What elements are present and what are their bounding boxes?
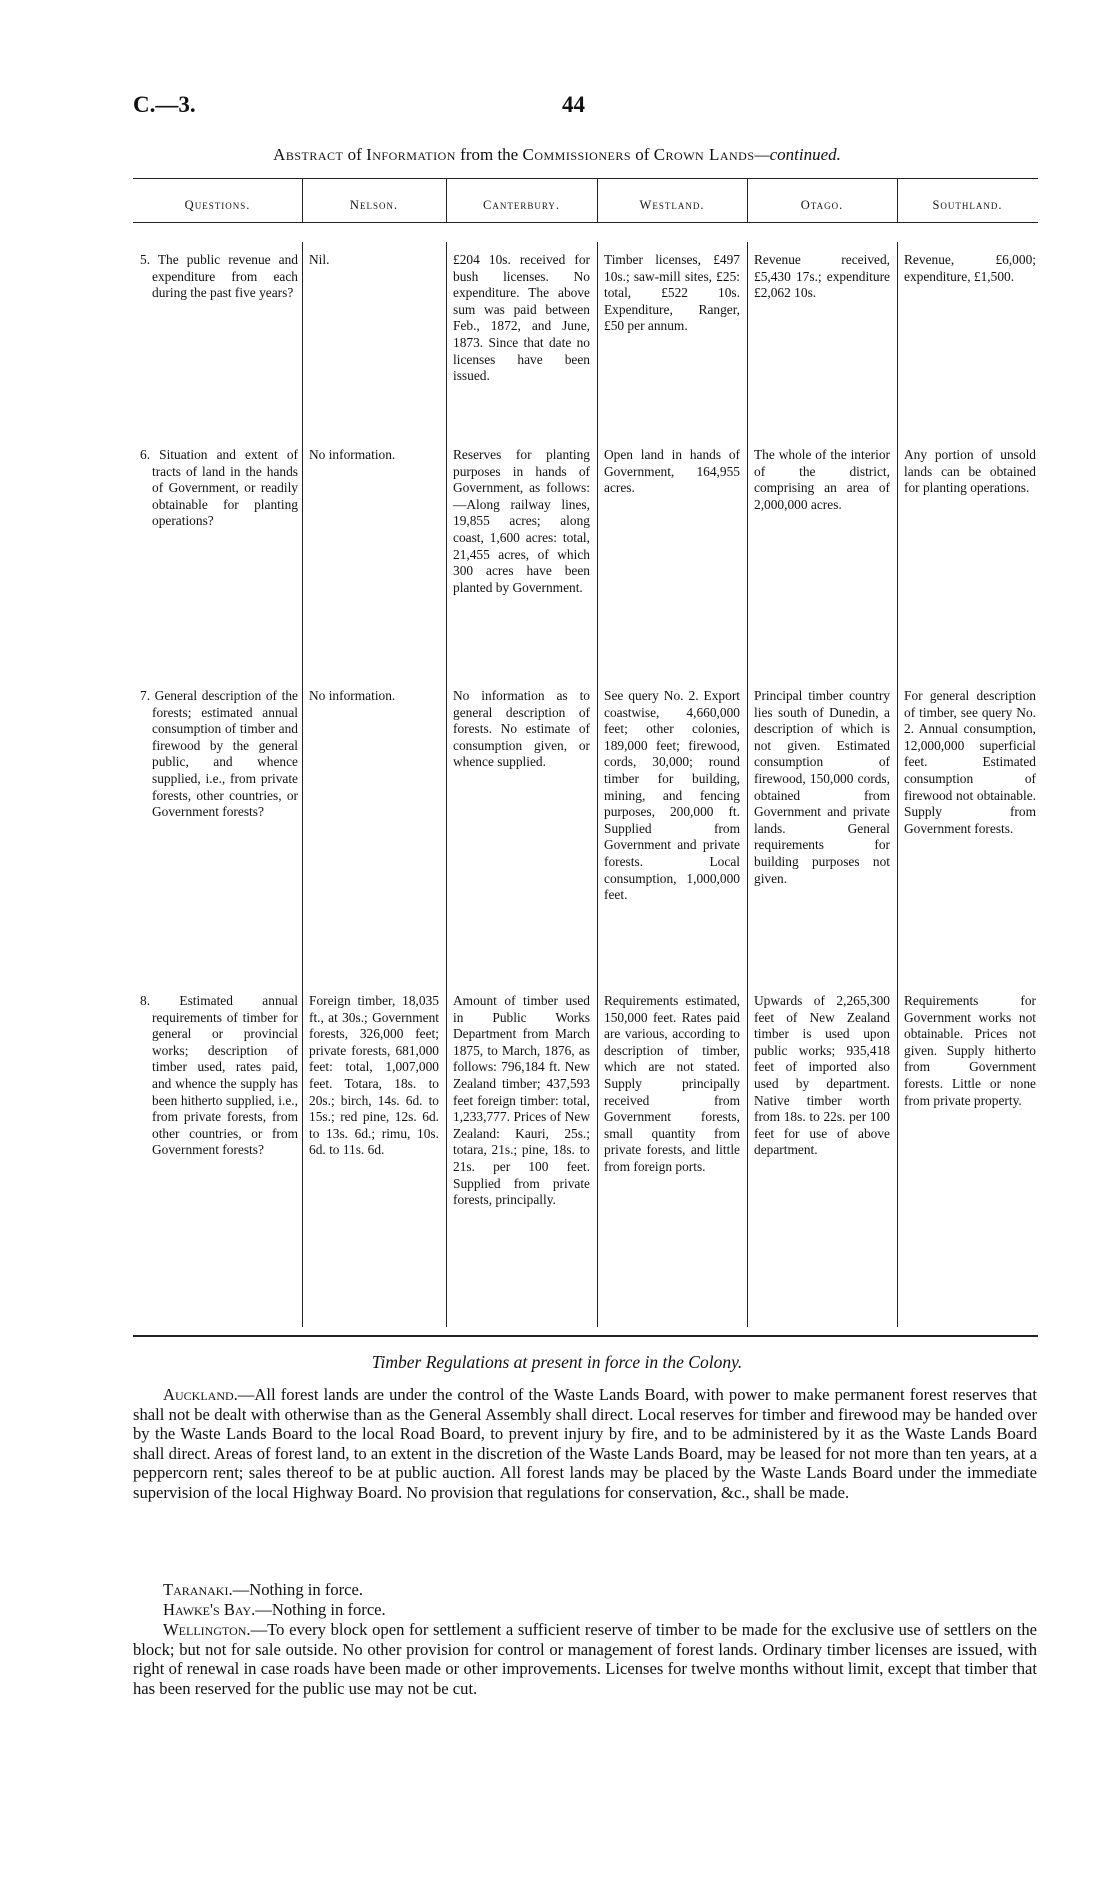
table-cell-otago: Revenue received, £5,430 17s.; expenditure £2,062 10s. (754, 252, 890, 301)
column-divider (897, 242, 898, 1327)
header-ref: C.—3. (133, 92, 196, 117)
paragraph-taranaki (133, 1580, 1037, 1600)
table-cell-canterbury: Amount of timber used in Public Works Department from March 1875, to March, 1876, as follows: 796,184 ft. New Zealand timber; 437,593 feet foreign timber: total, 1,233,777. Prices of New Zealand: Kauri, 25s.; totara, 21s.; pine, 18s. to 21s. per 100 feet. Supplied from private forests, principally. (453, 993, 590, 1208)
table-cell-southland: Any portion of unsold lands can be obtained for planting operations. (904, 447, 1036, 496)
table-cell-question: 5. The public revenue and expenditure from each during the past five years? (140, 252, 298, 301)
table-cell-southland: Revenue, £6,000; expenditure, £1,500. (904, 252, 1036, 284)
paragraph-heading: Taranaki. (163, 1580, 233, 1599)
title-from-the: from the (460, 145, 519, 164)
table-cell-nelson: No information. (309, 447, 396, 462)
table-cell-southland: For general description of timber, see query No. 2. Annual consumption, 12,000,000 superficial feet. Estimated consumption of firewood not obtainable. Supply from Government forests. (904, 688, 1036, 836)
column-divider (302, 242, 303, 1327)
column-header-canterbury: Canterbury. (483, 198, 560, 212)
title-abstract: Abstract (273, 145, 344, 164)
column-divider (747, 242, 748, 1327)
column-header-otago: Otago. (800, 198, 844, 212)
table-rule-header (133, 222, 1038, 223)
title-continued: —continued. (754, 145, 841, 164)
paragraph-heading: Hawke's Bay. (163, 1600, 256, 1619)
table-rule-top (133, 178, 1038, 179)
table-cell-westland: Timber licenses, £497 10s.; saw-mill sites, £25: total, £522 10s. Expenditure, Ranger, £50 per annum. (604, 252, 740, 334)
table-cell-question: 6. Situation and extent of tracts of land in the hands of Government, or readily obtainable for planting operations? (140, 447, 298, 529)
table-cell-westland: See query No. 2. Export coastwise, 4,660,000 feet; other colonies, 189,000 feet; firewood, cords, 30,000; round timber for building, mining, and fencing purposes, 200,000 ft. Supplied from Government and private forests. Local consumption, 1,000,000 feet. (604, 688, 740, 903)
title-commissioners: Commissioners (522, 145, 632, 164)
table-rule-bottom (133, 1335, 1038, 1337)
paragraph-heading: Wellington. (163, 1620, 251, 1639)
title-information: Information (366, 145, 456, 164)
title-of-crown: of (635, 145, 650, 164)
column-header-nelson: Nelson. (349, 198, 399, 212)
title-crown-lands: Crown Lands (653, 145, 755, 164)
paragraph-text: —Nothing in force. (255, 1600, 386, 1619)
table-cell-nelson: No information. (309, 688, 396, 703)
paragraph-auckland (133, 1385, 1037, 1503)
section-title: Timber Regulations at present in force in the Colony. (371, 1352, 743, 1372)
title-of: of (347, 145, 362, 164)
table-cell-westland: Requirements estimated, 150,000 feet. Rates paid are various, according to description of timber, which are not stated. Supply principally received from Government forests, small quantity from private forests, and little from foreign ports. (604, 993, 740, 1174)
paragraph-heading: Auckland. (163, 1385, 238, 1404)
table-cell-otago: Upwards of 2,265,300 feet of New Zealand timber is used upon public works; 935,418 feet of imported also used by department. Native timber worth from 18s. to 22s. per 100 feet for use of above department. (754, 993, 890, 1158)
paragraph-wellington (133, 1620, 1037, 1698)
table-cell-question: 8. Estimated annual requirements of timber for general or provincial works; description of timber used, rates paid, and whence the supply has been hitherto supplied, i.e., from private forests, from other countries, or from Government forests? (140, 993, 298, 1158)
table-cell-nelson: Foreign timber, 18,035 ft., at 30s.; Government forests, 326,000 feet; private forests, 681,000 feet: total, 1,007,000 feet. Totara, 18s. to 20s.; birch, 14s. 6d. to 15s.; red pine, 12s. 6d. to 13s. 6d.; rimu, 10s. 6d. to 11s. 6d. (309, 993, 439, 1158)
table-cell-canterbury: Reserves for planting purposes in hands of Government, as follows: —Along railway lines, 19,855 acres; along coast, 1,600 acres: total, 21,455 acres, of which 300 acres have been planted by Government. (453, 447, 590, 595)
paragraph-hawkes-bay (133, 1600, 1037, 1620)
page-title (0, 145, 1114, 165)
table-cell-southland: Requirements for Government works not obtainable. Prices not given. Supply hitherto from Government forests. Little or none from private property. (904, 993, 1036, 1108)
table-cell-westland: Open land in hands of Government, 164,955 acres. (604, 447, 740, 496)
column-header-westland: Westland. (639, 198, 705, 212)
table-cell-nelson: Nil. (309, 252, 330, 267)
column-divider (446, 242, 447, 1327)
table-cell-otago: Principal timber country lies south of Dunedin, a description of which is not given. Estimated consumption of firewood, 150,000 cords, obtained from Government and private lands. General requirements for building purposes not given. (754, 688, 890, 886)
table-cell-canterbury: £204 10s. received for bush licenses. No expenditure. The above sum was paid between Feb., 1872, and June, 1873. Since that date no licenses have been issued. (453, 252, 590, 384)
column-header-questions: Questions. (184, 198, 251, 212)
page-number: 44 (562, 92, 585, 117)
table-cell-question: 7. General description of the forests; estimated annual consumption of timber and firewood by the general public, and whence supplied, i.e., from private forests, other countries, or Government forests? (140, 688, 298, 820)
paragraph-text: —Nothing in force. (232, 1580, 364, 1599)
paragraph-text: —All forest lands are under the control of the Waste Lands Board, with power to make permanent forest reserves that shall not be dealt with otherwise than as the General Assembly shall direct. Local reserves for timber and firewood may be handed over by the Waste Lands Board to the local Road Board, to prevent injury by fire, and to be administered by it as the Waste Lands Board shall direct. Areas of forest land, to an extent in the discretion of the Waste Lands Board, may be leased for not more than ten years, at a peppercorn rent; sales thereof to be at public auction. All forest lands may be placed by the Waste Lands Board under the immediate supervision of the local Highway Board. No provision that regulations for conservation, &c., shall be made. (133, 1385, 1037, 1502)
column-header-southland: Southland. (932, 198, 1003, 212)
column-divider (597, 242, 598, 1327)
table-cell-otago: The whole of the interior of the district, comprising an area of 2,000,000 acres. (754, 447, 890, 512)
paragraph-text: —To every block open for settlement a sufficient reserve of timber to be made for the exclusive use of settlers on the block; but not for sale outside. No other provision for control or management of forest lands. Ordinary timber licenses are issued, with right of renewal in case roads have been made or other improvements. Licenses for twelve months without limit, except that timber that has been reserved for the public use may not be cut. (133, 1620, 1037, 1698)
table-cell-canterbury: No information as to general description of forests. No estimate of consumption given, or whence supplied. (453, 688, 590, 770)
